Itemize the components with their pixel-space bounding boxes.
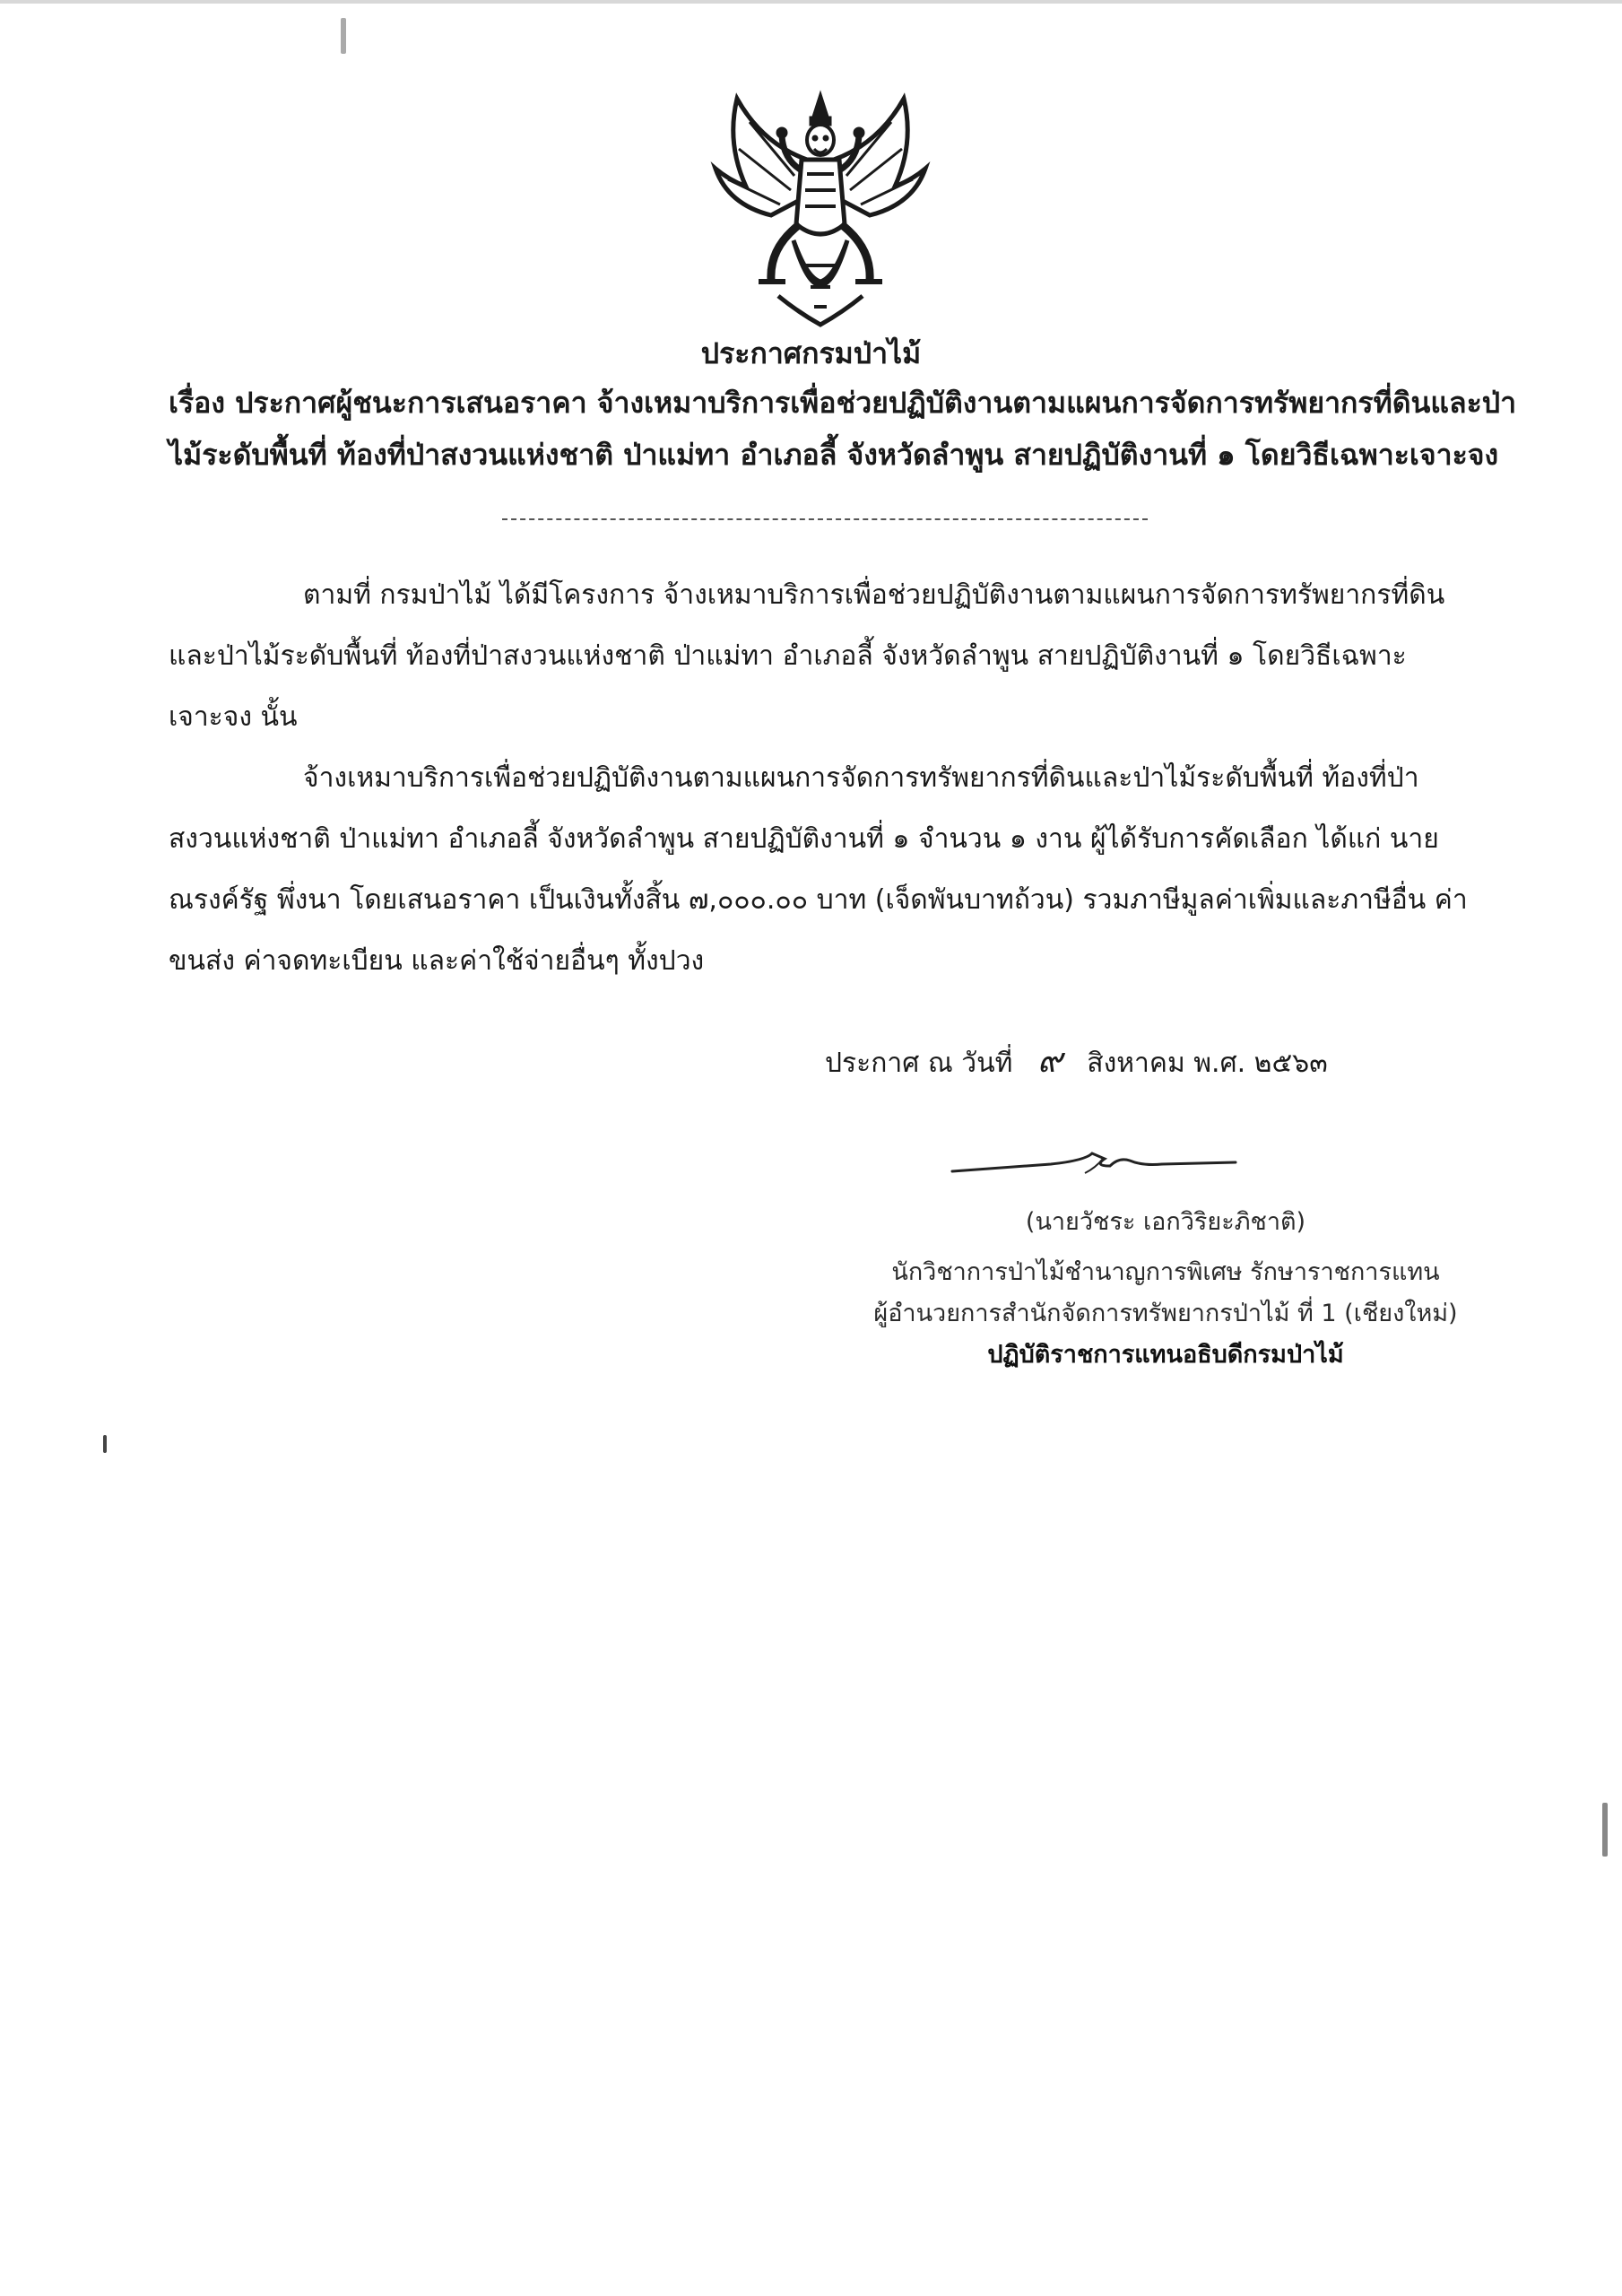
announcement-date [825,1036,1328,1088]
date-day: ๙ [1037,1040,1063,1080]
body-line: จ้างเหมาบริการเพื่อช่วยปฏิบัติงานตามแผนการจัดการทรัพยากรที่ดินและป่าไม้ระดับพื้นที่ ท้องที่ป่า [303,762,1419,794]
document-subject [169,377,1517,481]
garuda-emblem-icon [708,90,932,332]
scan-speck [103,1435,107,1453]
scan-top-edge [0,0,1622,4]
title-divider [502,518,1148,520]
body-line: สงวนแห่งชาติ ป่าแม่ทา อำเภอลี้ จังหวัดลำพูน สายปฏิบัติงานที่ ๑ จำนวน ๑ งาน ผู้ได้รับการคัดเลือก ได้แก่ นาย [169,823,1439,855]
date-month-year: สิงหาคม พ.ศ. ๒๕๖๓ [1087,1048,1328,1079]
signer-position: นักวิชาการป่าไม้ชำนาญการพิเศษ รักษาราชการแทน [891,1258,1440,1286]
signer-position: ผู้อำนวยการสำนักจัดการทรัพยากรป่าไม้ ที่ 1 (เชียงใหม่) [873,1300,1458,1327]
document-title: ประกาศกรมป่าไม้ [700,336,922,370]
scan-speck [341,18,346,54]
body-line: และป่าไม้ระดับพื้นที่ ท้องที่ป่าสงวนแห่งชาติ ป่าแม่ทา อำเภอลี้ จังหวัดลำพูน สายปฏิบัติงานที่ ๑ โดยวิธีเฉพาะ [169,640,1407,672]
body-line: ตามที่ กรมป่าไม้ ได้มีโครงการ จ้างเหมาบริการเพื่อช่วยปฏิบัติงานตามแผนการจัดการทรัพยากรที่ดิน [303,579,1445,611]
subject-line: ไม้ระดับพื้นที่ ท้องที่ป่าสงวนแห่งชาติ ป่าแม่ทา อำเภอลี้ จังหวัดลำพูน สายปฏิบัติงานที่ ๑ โดยวิธีเฉพาะเจาะจง [169,438,1499,472]
signer-name: (นายวัชระ เอกวิริยะภิชาติ) [1025,1208,1306,1236]
body-line: เจาะจง นั้น [169,701,298,733]
subject-line: เรื่อง ประกาศผู้ชนะการเสนอราคา จ้างเหมาบริการเพื่อช่วยปฏิบัติงานตามแผนการจัดการทรัพยากรที่ดินและป่า [169,386,1517,420]
body-line: ณรงค์รัฐ พึ่งนา โดยเสนอราคา เป็นเงินทั้งสิ้น ๗,๐๐๐.๐๐ บาท (เจ็ดพันบาทถ้วน) รวมภาษีมูลค่าเพิ่มและภาษีอื่น ค่า [169,884,1468,916]
date-prefix: ประกาศ ณ วันที่ [825,1048,1013,1079]
signer-block [807,1202,1524,1376]
handwritten-signature [950,1146,1237,1182]
document-body [169,565,1496,992]
signer-acting-for: ปฏิบัติราชการแทนอธิบดีกรมป่าไม้ [987,1341,1344,1369]
body-line: ขนส่ง ค่าจดทะเบียน และค่าใช้จ่ายอื่นๆ ทั้งปวง [169,945,705,977]
scan-speck [1602,1803,1608,1857]
